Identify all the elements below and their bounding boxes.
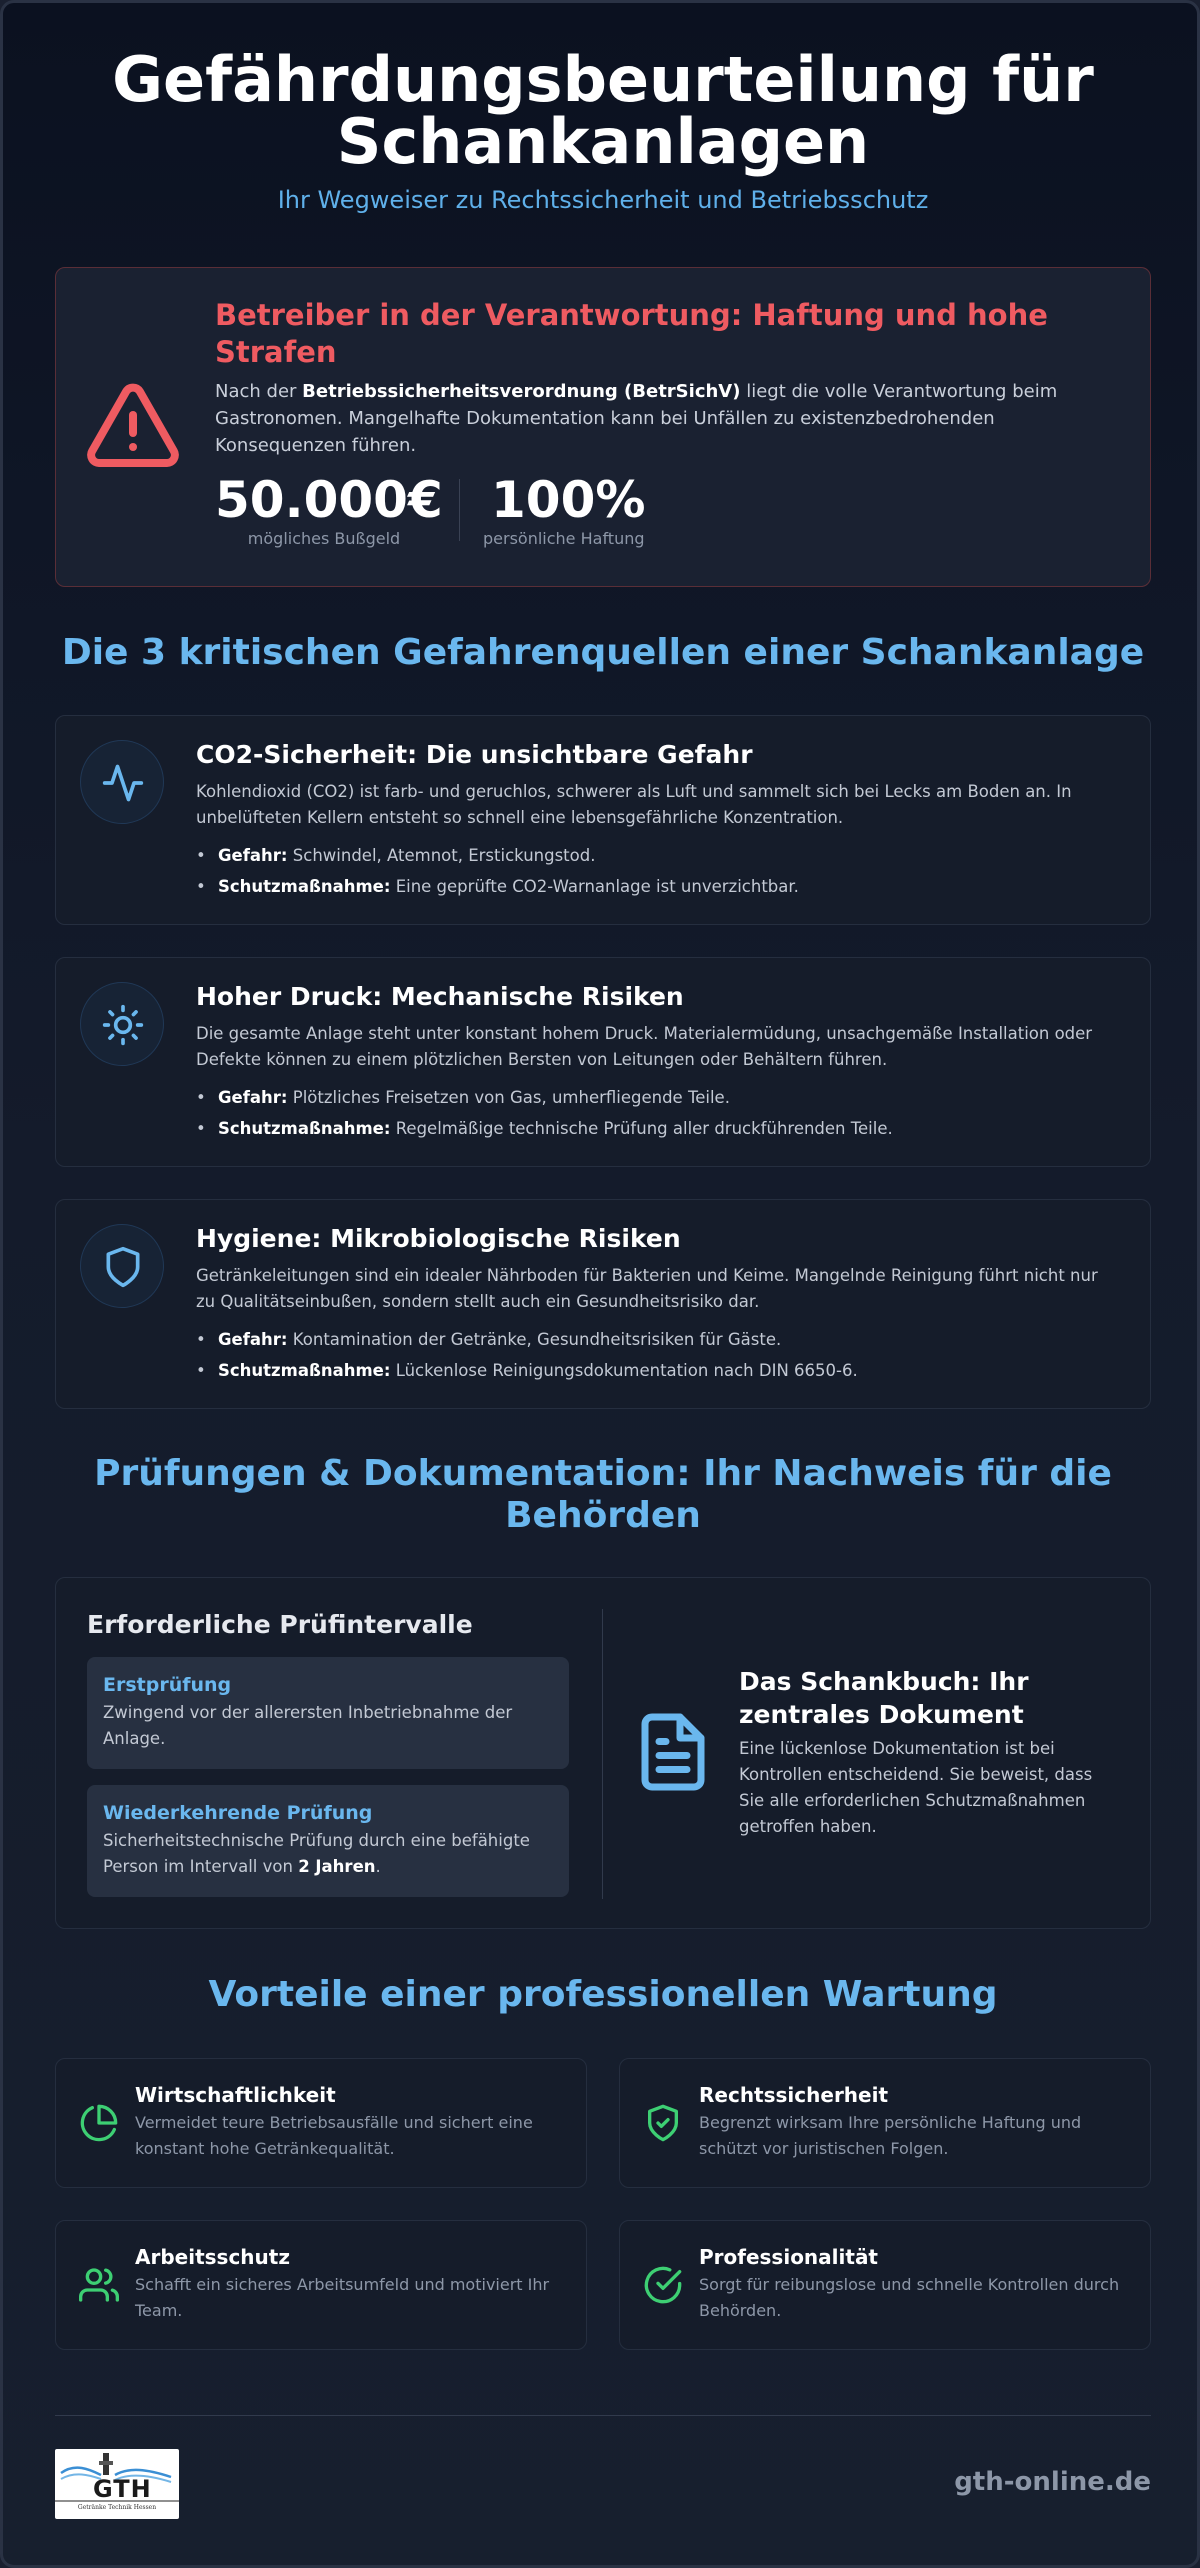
hazard-title: CO2-Sicherheit: Die unsichtbare Gefahr: [196, 740, 753, 769]
interval-text: Sicherheitstechnische Prüfung durch eine befähigte Person im Intervall von 2 Jahren.: [103, 1831, 530, 1876]
users-icon: [79, 2265, 119, 2305]
alert-title: Betreiber in der Verantwortung: Haftung und hohe Strafen: [215, 298, 1048, 369]
benefit-text: Schafft ein sicheres Arbeitsumfeld und motiviert Ihr Team.: [135, 2275, 550, 2320]
stat-fine-value: 50.000€: [215, 471, 443, 529]
benefit-text: Vermeidet teure Betriebsausfälle und sichert eine konstant hohe Getränkequalität.: [135, 2113, 533, 2158]
intervals-heading: Erforderliche Prüfintervalle: [87, 1610, 473, 1639]
interval-title: Wiederkehrende Prüfung: [103, 1802, 373, 1824]
logo-tagline: Getränke Technik Hessen: [77, 2504, 157, 2511]
benefit-title: Professionalität: [699, 2245, 878, 2269]
stat-liability-value: 100%: [491, 471, 646, 529]
gth-logo[interactable]: [55, 2449, 179, 2519]
sun-icon: [80, 982, 164, 1066]
logo-text: GTH: [93, 2475, 152, 2503]
schankbuch-text: Eine lückenlose Dokumentation ist bei Kontrollen entscheidend. Sie beweist, dass Sie alle erforderlichen Schutzmaßnahmen getroffen haben.: [739, 1739, 1093, 1836]
stat-fine: [215, 471, 443, 548]
interval-text: Zwingend vor der allerersten Inbetriebnahme der Anlage.: [103, 1703, 513, 1748]
hazard-measure-bullet: • Schutzmaßnahme: Eine geprüfte CO2-Warnanlage ist unverzichtbar.: [196, 877, 799, 896]
hazard-title: Hoher Druck: Mechanische Risiken: [196, 982, 684, 1011]
benefit-title: Arbeitsschutz: [135, 2245, 290, 2269]
page-title: Gefährdungsbeurteilung für Schankanlagen: [112, 43, 1094, 178]
page-subtitle: Ihr Wegweiser zu Rechtssicherheit und Betriebsschutz: [277, 186, 929, 214]
schankbuch-title: Das Schankbuch: Ihr zentrales Dokument: [739, 1667, 1029, 1729]
shield-icon: [80, 1224, 164, 1308]
stat-fine-label: mögliches Bußgeld: [247, 529, 401, 548]
pie-chart-icon: [79, 2103, 119, 2143]
activity-icon: [80, 740, 164, 824]
interval-title: Erstprüfung: [103, 1674, 232, 1696]
benefit-text: Begrenzt wirksam Ihre persönliche Haftung und schützt vor juristischen Folgen.: [699, 2113, 1082, 2158]
docs-heading: Prüfungen & Dokumentation: Ihr Nachweis für die Behörden: [94, 1453, 1112, 1536]
hazard-danger-bullet: • Gefahr: Plötzliches Freisetzen von Gas, umherfliegende Teile.: [196, 1088, 730, 1107]
stat-liability-label: persönliche Haftung: [483, 529, 645, 548]
benefit-title: Wirtschaftlichkeit: [135, 2083, 336, 2107]
hazard-text: Getränkeleitungen sind ein idealer Nährboden für Bakterien und Keime. Mangelnde Reinigung führt nicht nur zu Qualitätseinbußen, sondern stellt auch ein Gesundheitsrisiko dar.: [196, 1266, 1098, 1311]
benefit-title: Rechtssicherheit: [699, 2083, 889, 2107]
hazard-text: Die gesamte Anlage steht unter konstant hohem Druck. Materialermüdung, unsachgemäße Installation oder Defekte können zu einem plötzlichen Bersten von Leitungen oder Behältern führen.: [196, 1024, 1093, 1069]
hazard-text: Kohlendioxid (CO2) ist farb- und geruchlos, schwerer als Luft und sammelt sich bei Lecks am Boden an. In unbelüfteten Kellern entsteht so schnell eine lebensgefährliche Konzentration.: [196, 782, 1072, 827]
alert-text: Nach der Betriebssicherheitsverordnung (BetrSichV) liegt die volle Verantwortung beim Gastronomen. Mangelhafte Dokumentation kann bei Unfällen zu existenzbedrohenden Konsequenzen führen.: [215, 381, 1058, 456]
shield-check-icon: [643, 2103, 683, 2143]
hazard-danger-bullet: • Gefahr: Schwindel, Atemnot, Erstickungstod.: [196, 846, 596, 865]
stat-divider: [459, 479, 460, 541]
document-icon: [638, 1712, 708, 1792]
hazard-danger-bullet: • Gefahr: Kontamination der Getränke, Gesundheitsrisiken für Gäste.: [196, 1330, 782, 1349]
website-link[interactable]: gth-online.de: [954, 2467, 1151, 2497]
stat-liability: [483, 473, 653, 548]
hazard-measure-bullet: • Schutzmaßnahme: Lückenlose Reinigungsdokumentation nach DIN 6650-6.: [196, 1361, 858, 1380]
check-circle-icon: [643, 2265, 683, 2305]
hazard-measure-bullet: • Schutzmaßnahme: Regelmäßige technische Prüfung aller druckführenden Teile.: [196, 1119, 893, 1138]
warning-triangle-icon: [85, 383, 181, 471]
benefit-text: Sorgt für reibungslose und schnelle Kontrollen durch Behörden.: [699, 2275, 1120, 2320]
hazards-heading: Die 3 kritischen Gefahrenquellen einer Schankanlage: [61, 632, 1145, 673]
benefits-heading: Vorteile einer professionellen Wartung: [208, 1974, 998, 2015]
docs-divider: [602, 1609, 603, 1899]
hazard-title: Hygiene: Mikrobiologische Risiken: [196, 1224, 681, 1253]
footer-divider: [55, 2415, 1151, 2416]
